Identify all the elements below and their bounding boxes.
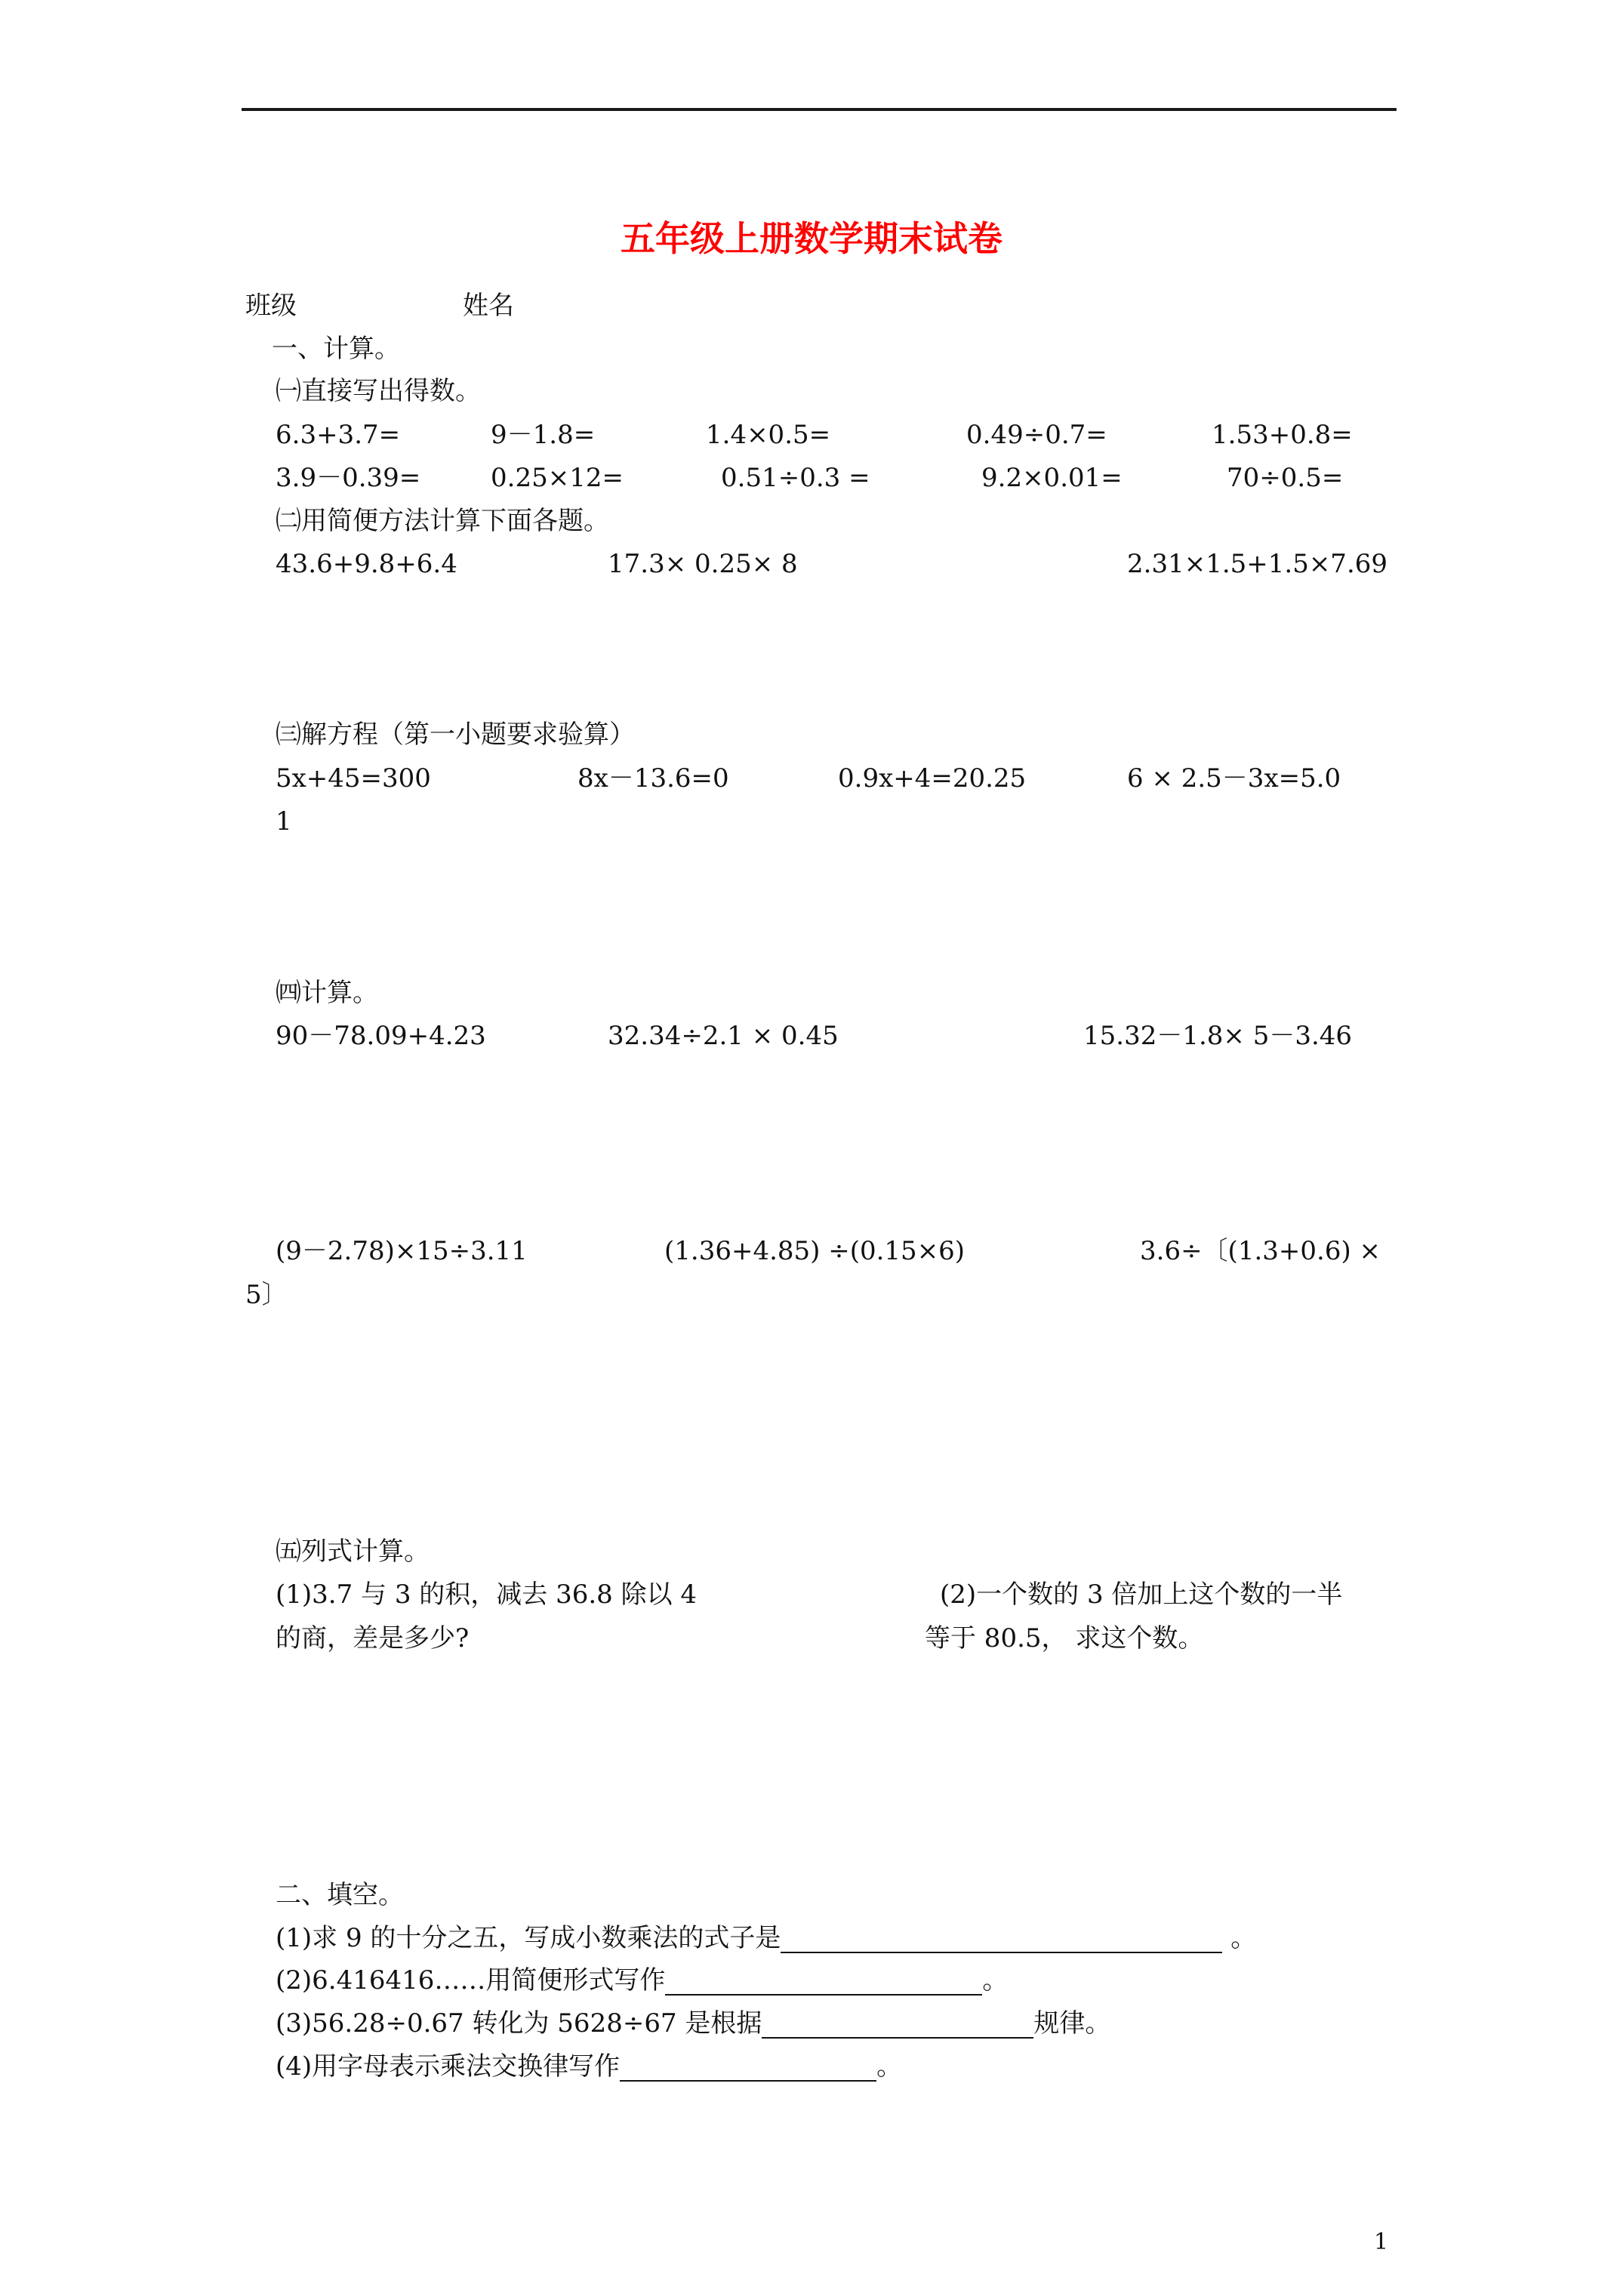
fill-text: (3)56.28÷0.67 转化为 5628÷67 是根据 [276, 2008, 762, 2039]
fill-text: (4)用字母表示乘法交换律写作 [276, 2051, 621, 2082]
problem: 32.34÷2.1 × 0.45 [608, 1021, 839, 1051]
problem: 0.9x+4=20.25 [838, 763, 1027, 794]
fill-text: (2)6.416416……用简便形式写作 [276, 1965, 666, 1996]
problem-wrap: 5〕 [245, 1280, 288, 1310]
problem: 90－78.09+4.23 [276, 1021, 486, 1051]
problem: 8x－13.6=0 [577, 763, 729, 794]
page-number: 1 [1374, 2229, 1389, 2255]
word-problem-2-cont: 等于 80.5， 求这个数。 [925, 1623, 1204, 1653]
answer-blank[interactable] [620, 2054, 876, 2082]
problem: 0.49÷0.7= [966, 420, 1107, 450]
answer-blank[interactable] [781, 1926, 1222, 1953]
name-label: 姓名 [463, 291, 514, 321]
problem: 3.9－0.39= [276, 463, 421, 493]
problem: 43.6+9.8+6.4 [276, 549, 457, 579]
fill-question-2 [276, 1965, 1008, 1996]
problem: 70÷0.5= [1227, 463, 1344, 493]
fill-text: (1)求 9 的十分之五，写成小数乘法的式子是 [276, 1923, 781, 1953]
word-problem-2: (2)一个数的 3 倍加上这个数的一半 [940, 1579, 1343, 1610]
problem: 3.6÷〔(1.3+0.6) × [1140, 1236, 1381, 1266]
problem: 17.3× 0.25× 8 [608, 549, 798, 579]
problem: 5x+45=300 [276, 763, 431, 794]
part4-heading: ㈣计算。 [276, 978, 378, 1008]
problem: 9.2×0.01= [981, 463, 1123, 493]
part5-heading: ㈤列式计算。 [276, 1536, 430, 1567]
fill-end: 。 [876, 2051, 903, 2082]
fill-question-3 [276, 2008, 1110, 2039]
fill-end: 。 [1222, 1923, 1257, 1953]
problem: (9－2.78)×15÷3.11 [276, 1236, 528, 1266]
fill-end: 规律。 [1033, 2008, 1111, 2039]
page-title: 五年级上册数学期末试卷 [621, 218, 1002, 259]
problem: 0.51÷0.3 = [721, 463, 870, 493]
fill-end: 。 [982, 1965, 1009, 1996]
part2-heading: ㈡用简便方法计算下面各题。 [276, 506, 609, 536]
part3-heading: ㈢解方程（第一小题要求验算） [276, 720, 635, 750]
word-problem-1-cont: 的商，差是多少? [276, 1623, 470, 1653]
answer-blank[interactable] [665, 1968, 982, 1996]
fill-question-4 [276, 2051, 902, 2082]
answer-blank[interactable] [762, 2011, 1033, 2039]
class-label: 班级 [245, 291, 297, 321]
problem-wrap: 1 [276, 806, 292, 837]
problem: 6 × 2.5－3x=5.0 [1127, 763, 1341, 794]
section2-heading: 二、填空。 [276, 1880, 404, 1910]
problem: 1.53+0.8= [1212, 420, 1353, 450]
problem: 1.4×0.5= [706, 420, 831, 450]
problem: 15.32－1.8× 5－3.46 [1083, 1021, 1353, 1051]
problem: 9－1.8= [491, 420, 596, 450]
problem: 0.25×12= [491, 463, 624, 493]
top-rule [242, 108, 1397, 111]
part1-heading: ㈠直接写出得数。 [276, 376, 481, 406]
problem: 6.3+3.7= [276, 420, 401, 450]
problem: (1.36+4.85) ÷(0.15×6) [664, 1236, 965, 1266]
problem: 2.31×1.5+1.5×7.69 [1127, 549, 1388, 579]
section1-heading: 一、计算。 [272, 334, 400, 364]
word-problem-1: (1)3.7 与 3 的积，减去 36.8 除以 4 [276, 1579, 698, 1610]
fill-question-1 [276, 1923, 1256, 1953]
